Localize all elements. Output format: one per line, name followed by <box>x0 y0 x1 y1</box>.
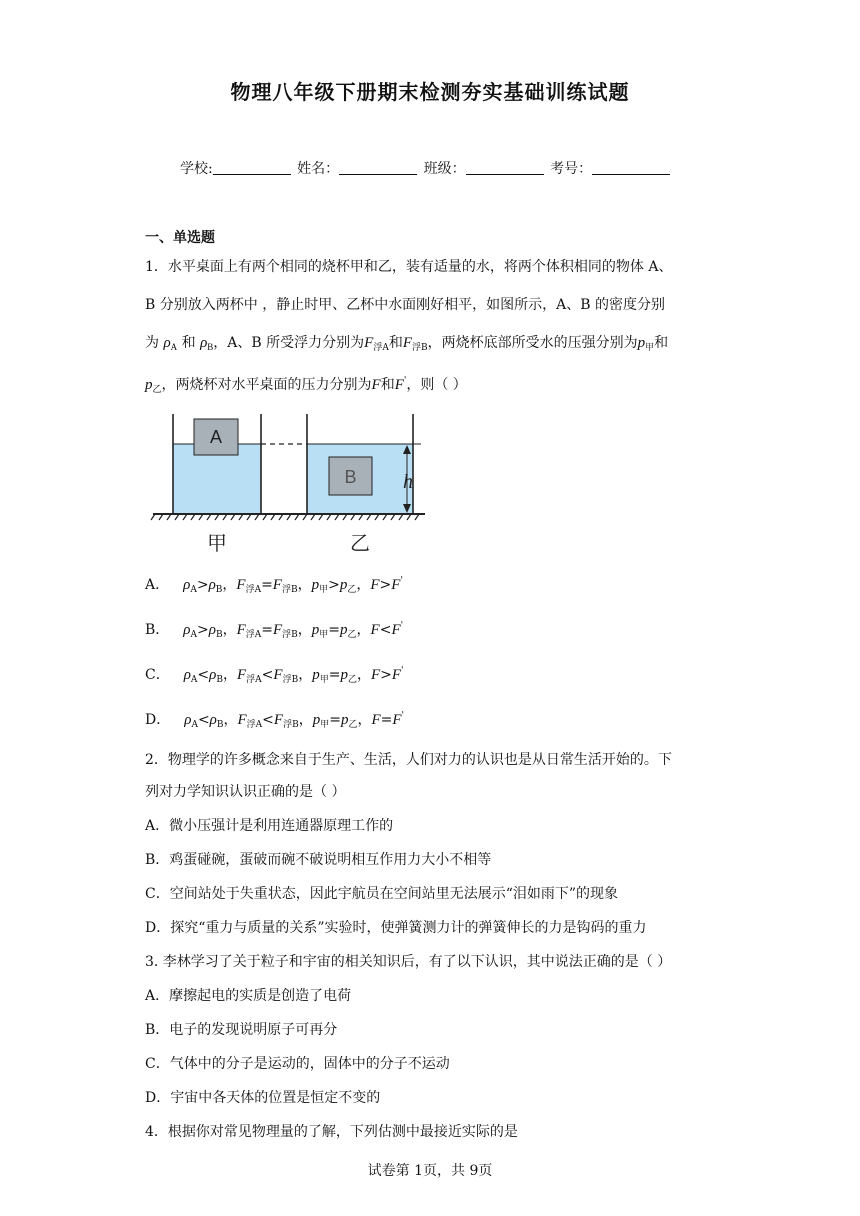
student-info-fields <box>180 158 672 178</box>
exam-no-label: 考号： <box>550 161 593 177</box>
label-yi: 乙 <box>350 531 370 555</box>
name-blank[interactable] <box>339 160 417 175</box>
q1-line1: 1．水平桌面上有两个相同的烧杯甲和乙，装有适量的水，将两个体积相同的物体 A、 <box>145 259 673 275</box>
q4-line1: 4．根据你对常见物理量的了解，下列估测中最接近实际的是 <box>145 1124 518 1140</box>
q1-line2: B 分别放入两杯中 ，静止时甲、乙杯中水面刚好相平，如图所示，A、B 的密度分别 <box>145 297 666 313</box>
class-blank[interactable] <box>466 160 544 175</box>
q1-option-a[interactable]: A． $\rho_A>\rho_B$，$F_{浮A}=F_{浮B}$，$p_甲>p_乙$，F>F' <box>145 576 403 595</box>
school-label: 学校: <box>180 161 213 177</box>
page-footer: 试卷第 1页，共 9页 <box>367 1163 493 1179</box>
label-jia: 甲 <box>207 531 227 555</box>
q2-line2: 列对力学知识认识正确的是（ ） <box>145 784 346 800</box>
q3-option-c[interactable]: C．气体中的分子是运动的，固体中的分子不运动 <box>145 1056 450 1072</box>
section-heading: 一、单选题 <box>145 230 215 246</box>
class-label: 班级： <box>423 161 466 177</box>
q3-option-b[interactable]: B．电子的发现说明原子可再分 <box>145 1022 338 1038</box>
q2-option-a[interactable]: A．微小压强计是利用连通器原理工作的 <box>145 818 394 834</box>
beakers-figure <box>145 408 435 558</box>
page-title: 物理八年级下册期末检测夯实基础训练试题 <box>230 80 630 104</box>
q2-option-b[interactable]: B．鸡蛋碰碗，蛋破而碗不破说明相互作用力大小不相等 <box>145 852 492 868</box>
exam-no-blank[interactable] <box>592 160 670 175</box>
q1-option-d[interactable]: D． $\rho_A<\rho_B$，$F_{浮A}<F_{浮B}$，$p_甲=p_乙$，F=F' <box>145 711 405 730</box>
q1-option-c[interactable]: C． $\rho_A<\rho_B$，$F_{浮A}<F_{浮B}$，$p_甲=p_乙$，F>F' <box>145 666 404 685</box>
q3-option-d[interactable]: D．宇宙中各天体的位置是恒定不变的 <box>145 1090 381 1106</box>
name-label: 姓名： <box>297 161 340 177</box>
q2-option-d[interactable]: D．探究“重力与质量的关系”实验时，使弹簧测力计的弹簧伸长的力是钩码的重力 <box>145 920 647 936</box>
q1-line3: 为 $\rho_A$ 和 $\rho_B$，A、B 所受浮力分别为$F_{浮A}$和$F_{浮B}$，两烧杯底部所受水的压强分别为$p_甲$和 <box>145 335 669 353</box>
block-a-label: A <box>209 427 223 447</box>
q2-option-c[interactable]: C．空间站处于失重状态，因此宇航员在空间站里无法展示“泪如雨下”的现象 <box>145 886 619 902</box>
school-blank[interactable] <box>213 160 291 175</box>
q3-option-a[interactable]: A．摩擦起电的实质是创造了电荷 <box>145 988 352 1004</box>
q1-option-b[interactable]: B． $\rho_A>\rho_B$，$F_{浮A}=F_{浮B}$，$p_甲=p_乙$，F<F' <box>145 621 404 640</box>
q1-line4: $p_乙$，两烧杯对水平桌面的压力分别为F和F'，则（ ） <box>145 376 467 395</box>
q2-line1: 2．物理学的许多概念来自于生产、生活，人们对力的认识也是从日常生活开始的。下 <box>145 752 672 768</box>
block-b-label: B <box>344 467 357 487</box>
q3-line1: 3. 李林学习了关于粒子和宇宙的相关知识后，有了以下认识，其中说法正确的是（ ） <box>145 954 672 970</box>
height-label: h <box>403 471 413 493</box>
